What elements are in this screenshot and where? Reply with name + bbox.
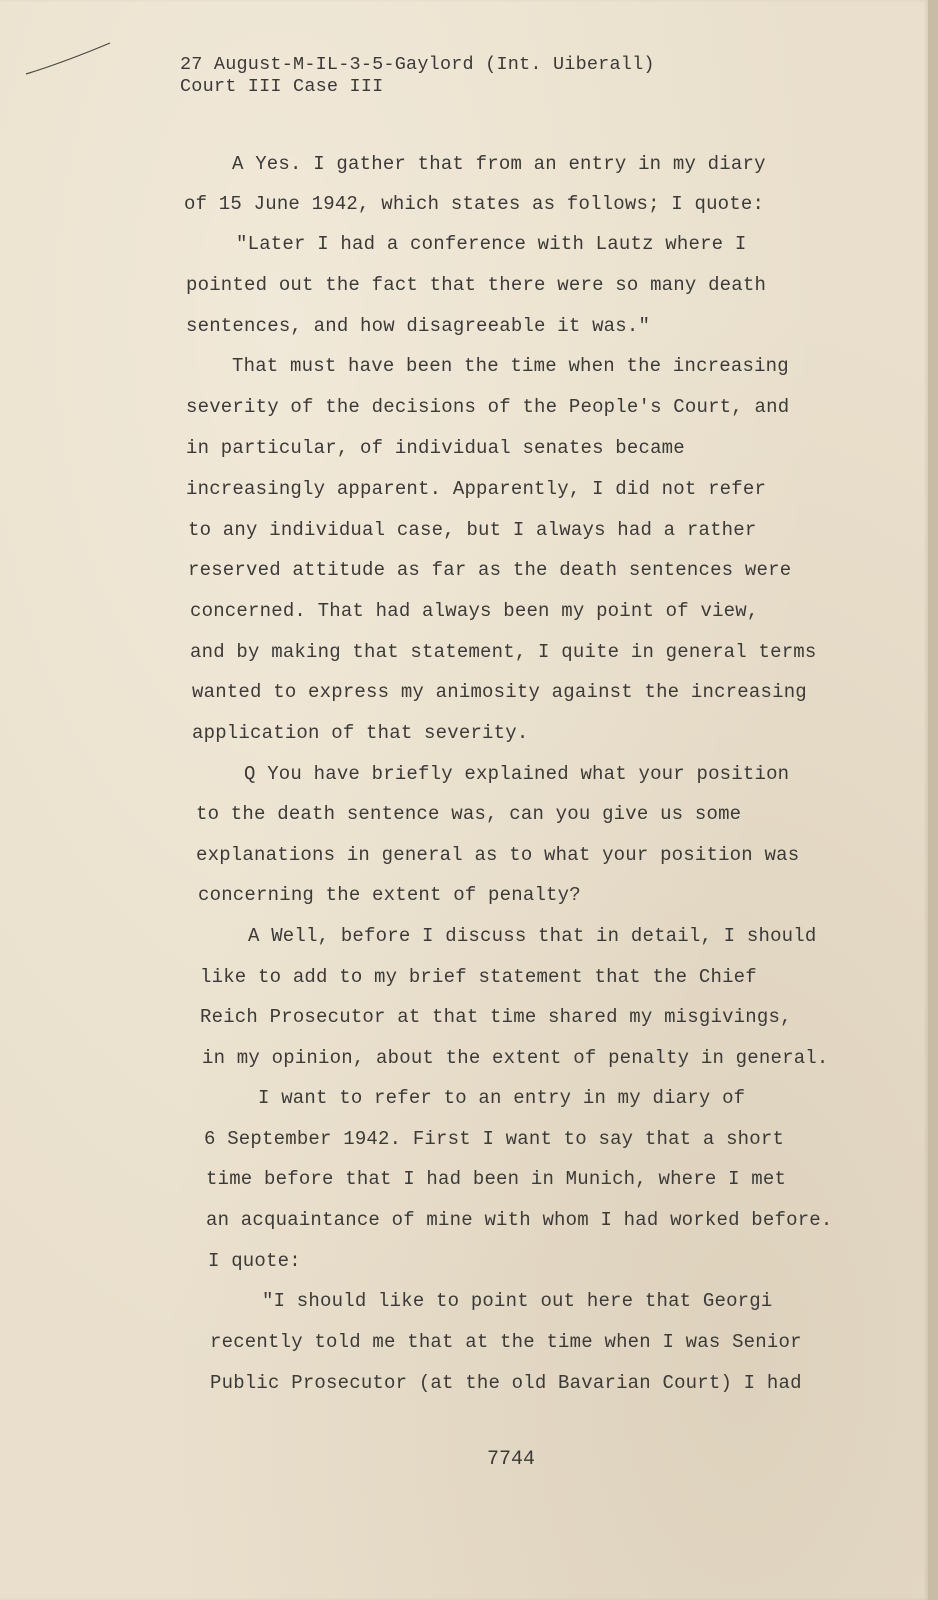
quote-line: pointed out the fact that there were so many death (186, 274, 767, 296)
text-line: explanations in general as to what your position was (196, 844, 800, 866)
text-line: time before that I had been in Munich, where I met (206, 1168, 787, 1190)
text-line: reserved attitude as far as the death sentences were (188, 559, 792, 581)
text-line: and by making that statement, I quite in general terms (190, 641, 817, 663)
text-line: Reich Prosecutor at that time shared my misgivings, (200, 1006, 792, 1028)
text-line: 6 September 1942. First I want to say that a short (204, 1128, 785, 1150)
page-edge (928, 0, 938, 1600)
header-line-1: 27 August-M-IL-3-5-Gaylord (Int. Uiberall) (180, 54, 655, 75)
text-line: concerning the extent of penalty? (198, 884, 581, 906)
quote-line: sentences, and how disagreeable it was." (186, 315, 651, 337)
text-line: to the death sentence was, can you give us some (196, 803, 742, 825)
text-line: in particular, of individual senates became (186, 437, 685, 459)
text-line: increasingly apparent. Apparently, I did not refer (186, 478, 767, 500)
text-line: concerned. That had always been my point of view, (190, 600, 759, 622)
page-number: 7744 (487, 1448, 536, 1471)
text-line: of 15 June 1942, which states as follows; I quote: (184, 193, 765, 215)
text-line: A Well, before I discuss that in detail, I should (248, 925, 817, 947)
text-line: an acquaintance of mine with whom I had worked before. (206, 1209, 833, 1231)
text-line: A Yes. I gather that from an entry in my diary (232, 153, 766, 175)
quote-line: recently told me that at the time when I was Senior (210, 1331, 802, 1353)
text-line: I quote: (208, 1250, 301, 1272)
text-line: to any individual case, but I always had a rather (188, 519, 757, 541)
text-line: application of that severity. (192, 722, 529, 744)
header-line-2: Court III Case III (180, 76, 384, 97)
text-line: I want to refer to an entry in my diary of (258, 1087, 746, 1109)
text-line: wanted to express my animosity against the increasing (192, 681, 807, 703)
quote-line: Public Prosecutor (at the old Bavarian Court) I had (210, 1372, 802, 1394)
pen-stroke-mark (24, 40, 114, 80)
quote-line: "I should like to point out here that Georgi (262, 1290, 773, 1312)
text-line: That must have been the time when the increasing (232, 355, 789, 377)
text-line: in my opinion, about the extent of penalty in general. (202, 1047, 829, 1069)
text-line: Q You have briefly explained what your position (244, 763, 790, 785)
text-line: like to add to my brief statement that the Chief (200, 966, 757, 988)
quote-line: "Later I had a conference with Lautz where I (236, 233, 747, 255)
text-line: severity of the decisions of the People's Court, and (186, 396, 790, 418)
